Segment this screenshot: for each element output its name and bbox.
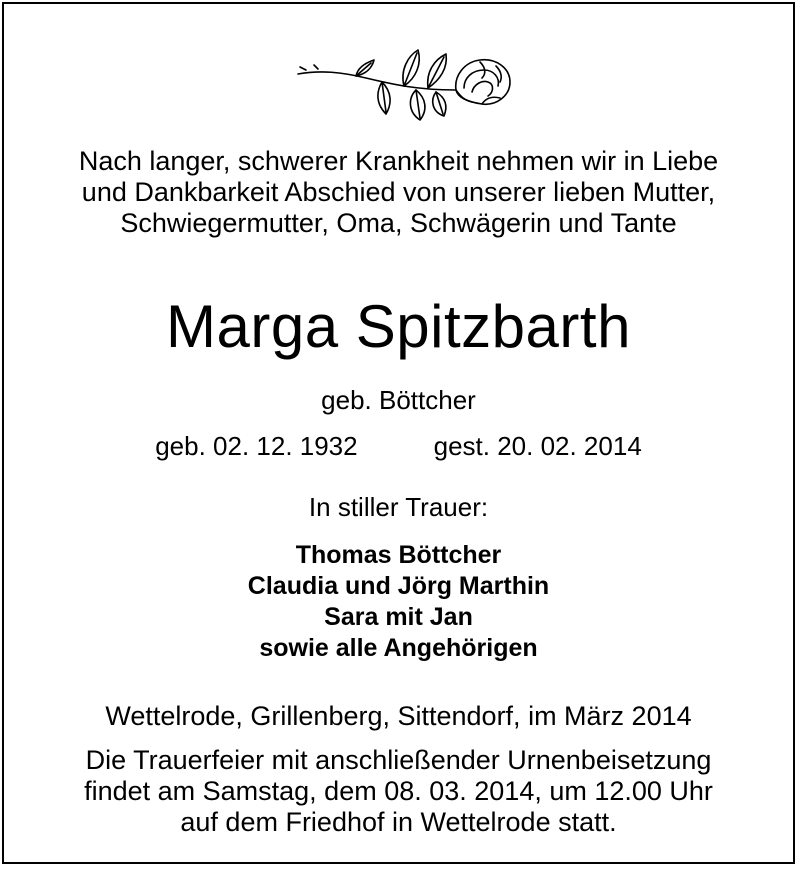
- service-line: auf dem Friedhof in Wettelrode statt.: [180, 807, 617, 837]
- mourner: Claudia und Jörg Marthin: [247, 572, 550, 600]
- service-line: findet am Samstag, dem 08. 03. 2014, um 12.00 Uhr: [84, 776, 713, 806]
- mourner: Sara mit Jan: [324, 603, 473, 631]
- place-date: Wettelrode, Grillenberg, Sittendorf, im März 2014: [105, 701, 692, 731]
- service-info: [4, 745, 793, 838]
- deceased-name: Marga Spitzbarth: [166, 293, 631, 360]
- life-dates: [4, 430, 793, 462]
- birth-date: geb. 02. 12. 1932: [155, 431, 358, 461]
- mourner: sowie alle Angehörigen: [259, 634, 538, 662]
- obituary-notice: [2, 2, 795, 864]
- rose-icon: [296, 32, 516, 124]
- service-line: Die Trauerfeier mit anschließender Urnenbeisetzung: [85, 745, 712, 775]
- intro-text: [4, 146, 793, 239]
- intro-line: Schwiegermutter, Oma, Schwägerin und Tante: [120, 208, 677, 238]
- mourning-heading: In stiller Trauer:: [308, 492, 489, 522]
- death-date: gest. 20. 02. 2014: [433, 431, 642, 461]
- intro-line: und Dankbarkeit Abschied von unserer lieben Mutter,: [81, 177, 716, 207]
- mourner: Thomas Böttcher: [295, 541, 502, 569]
- intro-line: Nach langer, schwerer Krankheit nehmen wir in Liebe: [78, 146, 719, 176]
- maiden-name: geb. Böttcher: [321, 385, 476, 415]
- mourners-list: [4, 540, 793, 664]
